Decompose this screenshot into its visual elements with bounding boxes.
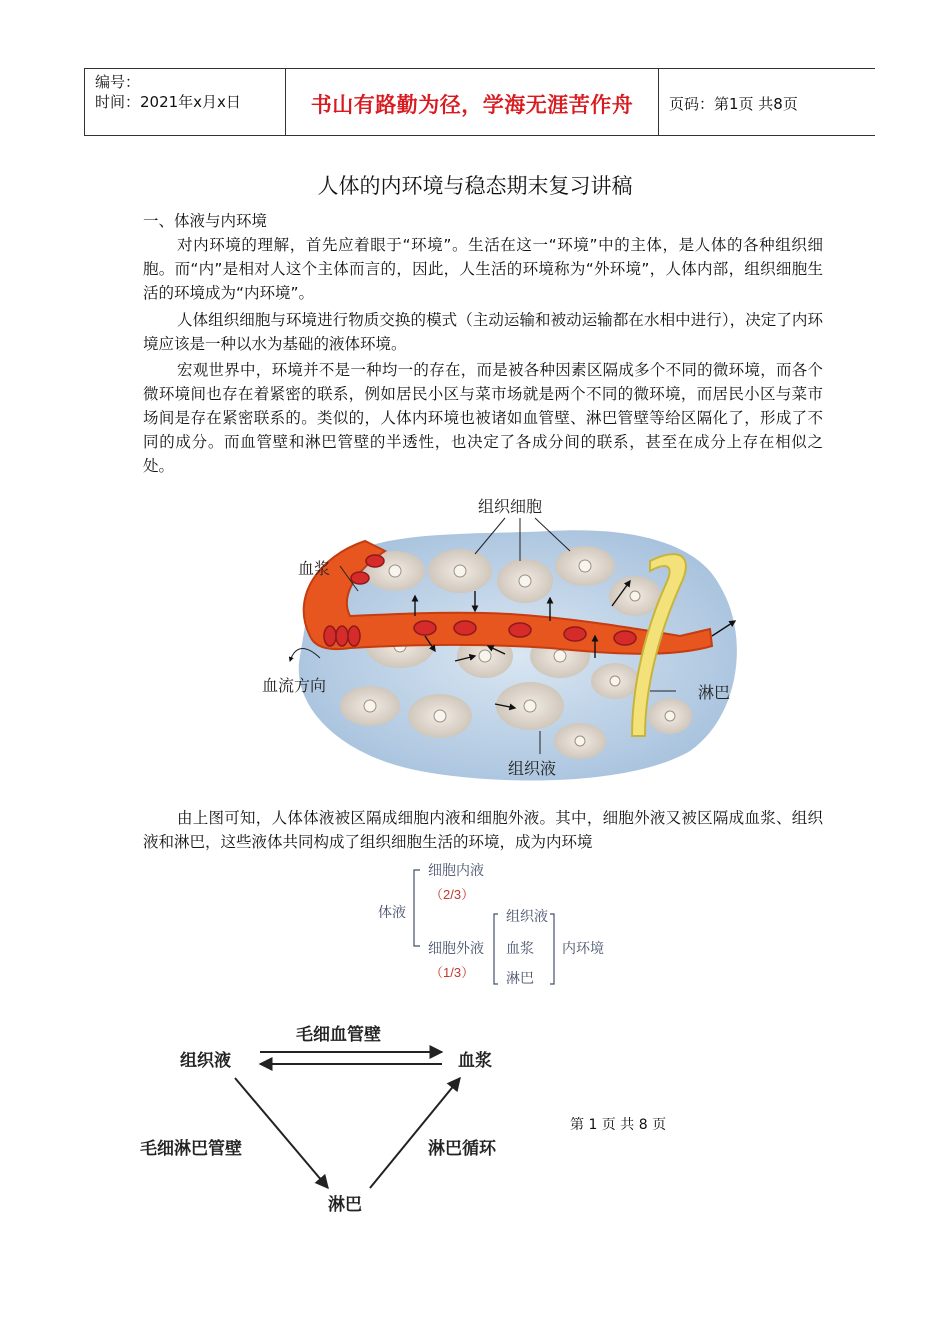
node-lymph: 淋巴 — [328, 1195, 362, 1215]
cell-nucleus — [579, 560, 591, 572]
edge-lymph-circulation: 淋巴循环 — [428, 1139, 496, 1159]
cell-nucleus — [434, 710, 446, 722]
time-label: 时间：2021年x月x日 — [95, 93, 241, 111]
page-number-label: 页码：第1页 共8页 — [669, 95, 798, 113]
red-blood-cell — [336, 626, 348, 646]
tree-lymph: 淋巴 — [506, 971, 534, 987]
tree-tissue-fluid: 组织液 — [506, 909, 548, 925]
header-meta-cell — [85, 69, 286, 135]
cell-nucleus — [610, 676, 620, 686]
section-heading: 一、体液与内环境 — [143, 212, 268, 230]
label-tissue-fluid: 组织液 — [508, 759, 557, 778]
cell-nucleus — [454, 565, 466, 577]
motto: 书山有路勤为径，学海无涯苦作舟 — [310, 93, 634, 117]
red-blood-cell — [454, 621, 476, 635]
tree-extracellular: 细胞外液 — [428, 941, 484, 957]
cell-nucleus — [479, 650, 491, 662]
node-plasma: 血浆 — [458, 1051, 492, 1071]
tree-plasma: 血浆 — [506, 941, 534, 957]
body-fluid-tree — [378, 856, 628, 990]
tree-intracellular-ratio: （2/3） — [430, 887, 475, 902]
red-blood-cell — [509, 623, 531, 637]
red-blood-cell — [348, 626, 360, 646]
cell-nucleus — [630, 591, 640, 601]
tree-intracellular: 细胞内液 — [428, 863, 484, 879]
document-header — [84, 68, 875, 136]
paragraph-3: 宏观世界中，环境并不是一种均一的存在，而是被各种因素区隔成多个不同的微环境，而各个微环境间也存在着紧密的联系，例如居民小区与菜市场就是两个不同的微环境，而居民小区与菜市场间是存在紧密联系的。类似的，人体内环境也被诸如血管壁、淋巴管壁等给区隔化了，形成了不同的成分。而血管壁和淋巴管壁的半透性，也决定了各成分间的联系，甚至在成分上存在相似之处。 — [143, 361, 823, 475]
number-label: 编号： — [95, 73, 141, 91]
red-blood-cell — [614, 631, 636, 645]
edge-lymph-capillary-wall: 毛细淋巴管壁 — [140, 1139, 242, 1159]
red-blood-cell — [351, 572, 369, 584]
red-blood-cell — [414, 621, 436, 635]
cell-nucleus — [524, 700, 536, 712]
node-tissue-fluid: 组织液 — [180, 1051, 231, 1071]
red-blood-cell — [564, 627, 586, 641]
label-lymph: 淋巴 — [698, 683, 731, 702]
paragraph-2: 人体组织细胞与环境进行物质交换的模式（主动运输和被动运输都在水相中进行），决定了内环境应该是一种以水为基础的液体环境。 — [143, 311, 823, 353]
tree-extracellular-ratio: （1/3） — [430, 965, 475, 980]
tree-brackets — [378, 856, 628, 990]
tree-root: 体液 — [378, 905, 406, 921]
label-plasma: 血浆 — [298, 559, 331, 578]
cell-nucleus — [389, 565, 401, 577]
red-blood-cell — [324, 626, 336, 646]
paragraph-1: 对内环境的理解，首先应着眼于“环境”。生活在这一“环境”中的主体，是人体的各种组织细胞。而“内”是相对人这个主体而言的，因此，人生活的环境称为“外环境”，人体内部，组织细胞生活的环境成为“内环境”。 — [143, 236, 823, 302]
cell-nucleus — [554, 650, 566, 662]
edge-capillary-wall: 毛细血管壁 — [296, 1025, 381, 1045]
red-blood-cell — [366, 555, 384, 567]
paragraph-4: 由上图可知，人体体液被区隔成细胞内液和细胞外液。其中，细胞外液又被区隔成血浆、组织液和淋巴，这些液体共同构成了组织细胞生活的环境，成为内环境 — [143, 809, 823, 851]
cell-nucleus — [665, 711, 675, 721]
document-title: 人体的内环境与稳态期末复习讲稿 — [317, 174, 633, 198]
header-page-cell — [659, 69, 875, 135]
page-footer: 第 1 页 共 8 页 — [570, 1117, 667, 1133]
cell-nucleus — [519, 575, 531, 587]
internal-environment-figure — [250, 486, 790, 796]
tree-internal-environment: 内环境 — [562, 941, 604, 957]
label-flow: 血流方向 — [262, 676, 327, 695]
header-motto-cell — [286, 69, 659, 135]
cell-nucleus — [575, 736, 585, 746]
label-cells: 组织细胞 — [478, 497, 543, 516]
cell-nucleus — [364, 700, 376, 712]
